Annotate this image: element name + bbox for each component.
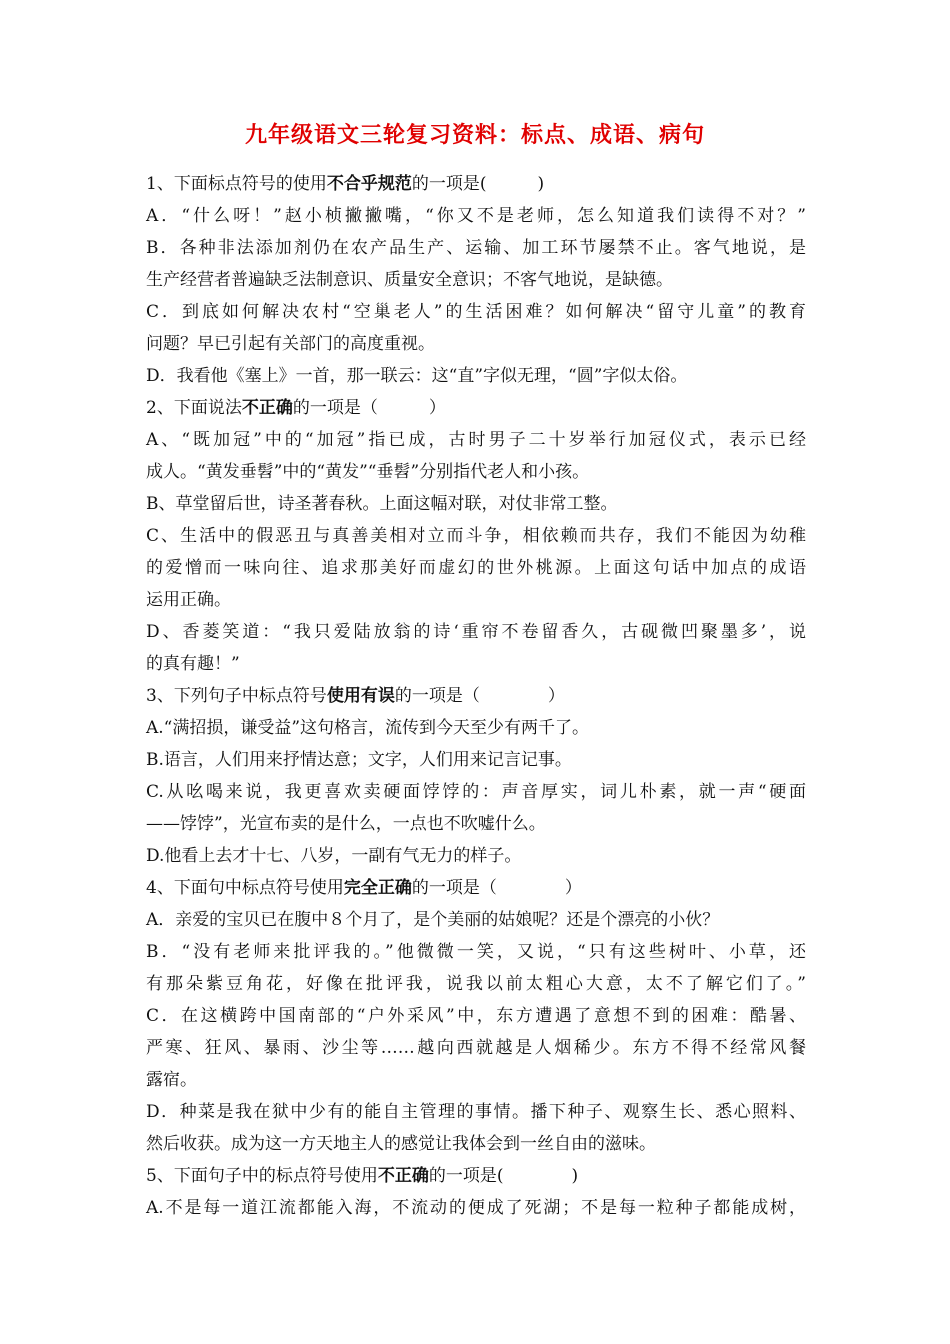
text-line xyxy=(146,616,806,648)
text-line xyxy=(146,872,806,904)
line-text: B.语言，人们用来抒情达意；文字，人们用来记言记事。 xyxy=(146,750,572,770)
text-line xyxy=(146,232,806,264)
line-text: 严寒、狂风、暴雨、沙尘等……越向西就越是人烟稀少。东方不得不经常风餐 xyxy=(146,1038,806,1058)
text-line xyxy=(146,1128,806,1160)
line-text: 问题？早已引起有关部门的高度重视。 xyxy=(146,334,435,354)
line-text: C.从吆喝来说，我更喜欢卖硬面饽饽的：声音厚实，词儿朴素，就一声“硬面 xyxy=(146,782,806,802)
text-line xyxy=(146,168,806,200)
text-line xyxy=(146,584,806,616)
document-body xyxy=(146,168,806,1224)
text-line xyxy=(146,392,806,424)
line-text: ——饽饽”，光宣布卖的是什么，一点也不吹嘘什么。 xyxy=(146,814,546,834)
line-text: C、生活中的假恶丑与真善美相对立而斗争，相依赖而共存，我们不能因为幼稚 xyxy=(146,526,806,546)
line-text: 的一项是（ ） xyxy=(394,686,565,706)
line-text: A．“什么呀！”赵小桢撇撇嘴，“你又不是老师，怎么知道我们读得不对？” xyxy=(146,206,806,226)
line-text: 有那朵紫豆角花，好像在批评我，说我以前太粗心大意，太不了解它们了。” xyxy=(146,974,806,994)
text-line xyxy=(146,456,806,488)
text-line xyxy=(146,328,806,360)
text-line xyxy=(146,1160,806,1192)
text-line xyxy=(146,360,806,392)
text-line xyxy=(146,680,806,712)
text-line xyxy=(146,1032,806,1064)
text-line xyxy=(146,424,806,456)
text-line xyxy=(146,1096,806,1128)
text-line xyxy=(146,744,806,776)
text-line xyxy=(146,840,806,872)
line-text: 4、下面句中标点符号使用 xyxy=(146,878,344,898)
line-text: 1、下面标点符号的使用 xyxy=(146,174,327,194)
emphasized-text: 不正确 xyxy=(241,398,293,418)
line-text: B、草堂留后世，诗圣著春秋。上面这幅对联，对仗非常工整。 xyxy=(146,494,618,514)
line-text: 然后收获。成为这一方天地主人的感觉让我体会到一丝自由的滋味。 xyxy=(146,1134,656,1154)
line-text: 5、下面句子中的标点符号使用 xyxy=(146,1166,378,1186)
text-line xyxy=(146,296,806,328)
text-line xyxy=(146,488,806,520)
emphasized-text: 不合乎规范 xyxy=(326,174,412,194)
line-text: 成人。“黄发垂髫”中的“黄发”“垂髫”分别指代老人和小孩。 xyxy=(146,462,590,482)
emphasized-text: 完全正确 xyxy=(343,878,412,898)
document-title: 九年级语文三轮复习资料：标点、成语、病句 xyxy=(244,123,705,148)
text-line xyxy=(146,776,806,808)
line-text: 的一项是（ ） xyxy=(411,878,582,898)
line-text: 2、下面说法 xyxy=(146,398,242,418)
text-line xyxy=(146,1000,806,1032)
line-text: 露宿。 xyxy=(146,1070,197,1090)
emphasized-text: 不正确 xyxy=(377,1166,429,1186)
line-text: B．“没有老师来批评我的。”他微微一笑，又说，“只有这些树叶、小草，还 xyxy=(146,942,806,962)
line-text: D．种菜是我在狱中少有的能自主管理的事情。播下种子、观察生长、悉心照料、 xyxy=(146,1102,806,1122)
text-line xyxy=(146,968,806,1000)
text-line xyxy=(146,1064,806,1096)
text-line xyxy=(146,808,806,840)
emphasized-text: 使用有误 xyxy=(326,686,395,706)
line-text: A、“既加冠”中的“加冠”指已成，古时男子二十岁举行加冠仪式，表示已经 xyxy=(146,430,806,450)
line-text: D．我看他《塞上》一首，那一联云：这“直”字似无理，“圆”字似太俗。 xyxy=(146,366,688,386)
text-line xyxy=(146,648,806,680)
line-text: B．各种非法添加剂仍在农产品生产、运输、加工环节屡禁不止。客气地说，是 xyxy=(146,238,806,258)
line-text: 的真有趣！” xyxy=(146,654,240,674)
line-text: 生产经营者普遍缺乏法制意识、质量安全意识；不客气地说，是缺德。 xyxy=(146,270,673,290)
line-text: A.“满招损，谦受益”这句格言，流传到今天至少有两千了。 xyxy=(146,718,590,738)
text-line xyxy=(146,904,806,936)
line-text: 的一项是( ) xyxy=(428,1166,579,1186)
line-text: 运用正确。 xyxy=(146,590,231,610)
text-line xyxy=(146,552,806,584)
line-text: 3、下列句子中标点符号 xyxy=(146,686,327,706)
text-line xyxy=(146,200,806,232)
line-text: D.他看上去才十七、八岁，一副有气无力的样子。 xyxy=(146,846,522,866)
line-text: A．亲爱的宝贝已在腹中８个月了，是个美丽的姑娘呢？还是个漂亮的小伙？ xyxy=(146,910,720,930)
text-line xyxy=(146,1192,806,1224)
line-text: C．在这横跨中国南部的“户外采风”中，东方遭遇了意想不到的困难：酷暑、 xyxy=(146,1006,806,1026)
text-line xyxy=(146,936,806,968)
line-text: 的爱憎而一味向往、追求那美好而虚幻的世外桃源。上面这句话中加点的成语 xyxy=(146,558,806,578)
line-text: C．到底如何解决农村“空巢老人”的生活困难？如何解决“留守儿童”的教育 xyxy=(146,302,806,322)
text-line xyxy=(146,520,806,552)
line-text: A.不是每一道江流都能入海，不流动的便成了死湖；不是每一粒种子都能成树， xyxy=(146,1198,806,1218)
line-text: D、香菱笑道：“我只爱陆放翁的诗‘重帘不卷留香久，古砚微凹聚墨多’，说 xyxy=(146,622,806,642)
text-line xyxy=(146,712,806,744)
text-line xyxy=(146,264,806,296)
line-text: 的一项是（ ） xyxy=(292,398,446,418)
line-text: 的一项是( ) xyxy=(411,174,545,194)
